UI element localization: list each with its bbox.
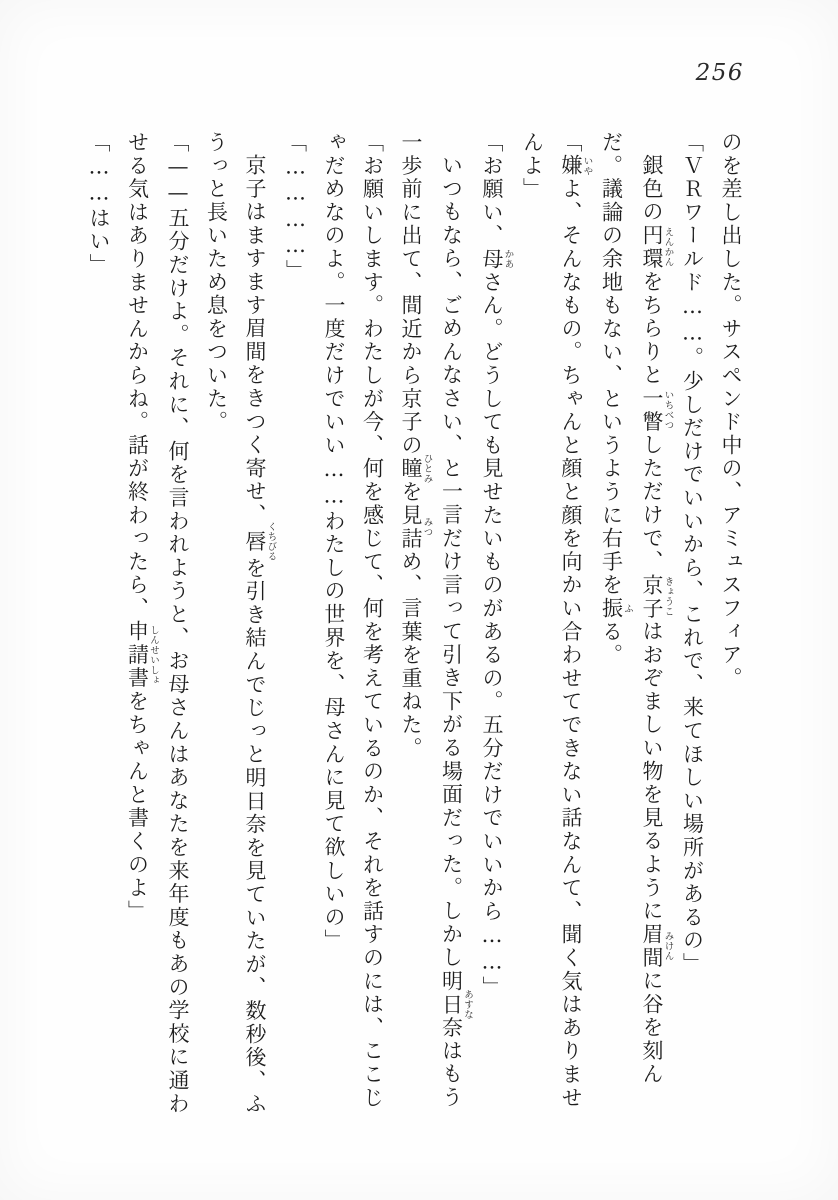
text-column: ゃだめなのよ。一度だけでいい……わたしの世界を、母さんに見て欲しいの」 [322, 131, 346, 953]
furigana-text: いや [581, 154, 593, 178]
text-column: 「お願いします。わたしが今、何を感じて、何を考えているのか、それを話すのには、ここじ [360, 131, 385, 1110]
furigana-annotated-word: 嫌いや [559, 154, 593, 178]
text-column: 「嫌いやよ、そんなもの。ちゃんと顔と顔を向かい合わせてできない話なんて、聞く気はありませ [559, 131, 593, 1110]
furigana-annotated-word: 振ふ [599, 597, 633, 621]
text-column: うっと長いため息をついた。 [204, 131, 229, 434]
furigana-annotated-word: 瞳ひとみ [399, 453, 433, 484]
text-column: 「…………」 [283, 131, 308, 283]
furigana-annotated-word: 京子きょうこ [640, 573, 674, 621]
furigana-text: みけん [662, 923, 674, 970]
furigana-annotated-word: 眉間みけん [640, 923, 674, 970]
page-number: 256 [695, 60, 744, 86]
furigana-annotated-word: 母かあ [480, 247, 514, 271]
text-column: だ。議論の余地もない、というように右手を振ふる。 [599, 131, 633, 667]
furigana-text: ひとみ [421, 453, 433, 484]
text-column: のを差し出した。サスペンド中の、アミュスフィア。 [719, 131, 743, 691]
furigana-text: えんかん [662, 224, 674, 271]
furigana-annotated-word: 申請書しんせいしょ [125, 620, 159, 691]
furigana-annotated-word: 唇くちびる [243, 522, 277, 563]
furigana-text: しんせいしょ [148, 620, 159, 691]
furigana-text: くちびる [265, 522, 277, 563]
text-column: 「お願い、母かあさん。どうしても見せたいものがあるの。五分だけでいいから……」 [480, 131, 514, 1000]
furigana-text: かあ [502, 247, 514, 271]
furigana-text: きょうこ [662, 573, 674, 621]
text-column: いつもなら、ごめんなさい、と一言だけ言って引き下がる場面だった。しかし明日奈あすなはもう [439, 154, 473, 1110]
text-column: 「——五分だけよ。それに、何を言われようと、お母さんはあなたを来年度もあの学校に通わ [166, 131, 190, 1116]
furigana-text: ふ [622, 597, 633, 621]
furigana-text: あすな [462, 969, 473, 1040]
furigana-text: いちべつ [662, 387, 674, 434]
text-column: 「ＶＲワールド……。少しだけでいいから、これで、来てほしい場所があるの」 [680, 131, 705, 976]
text-column: 一歩前に出て、間近から京子の瞳ひとみを見詰みつめ、言葉を重ねた。 [399, 131, 433, 761]
text-column: んよ」 [520, 131, 545, 201]
furigana-annotated-word: 明日奈あすな [439, 969, 473, 1040]
furigana-annotated-word: 見詰みつ [399, 503, 433, 551]
text-column: 京子はますます眉間をきつく寄せ、唇くちびるを引き結んでじっと明日奈を見ていたが、数秒後、ふ [243, 154, 277, 1117]
text-column: 銀色の円環えんかんをちらりと一瞥いちべつしただけで、京子きょうこはおぞましい物を見るように眉間みけんに谷を刻ん [640, 154, 674, 1087]
furigana-annotated-word: 円環えんかん [640, 224, 674, 271]
furigana-text: みつ [421, 503, 433, 551]
vertical-text-block [80, 131, 751, 1123]
text-column: せる気はありませんからね。話が終わったら、申請書しんせいしょをちゃんと書くのよ」 [125, 131, 159, 924]
text-column: 「……はい」 [87, 131, 111, 277]
furigana-annotated-word: 一瞥いちべつ [640, 387, 674, 434]
